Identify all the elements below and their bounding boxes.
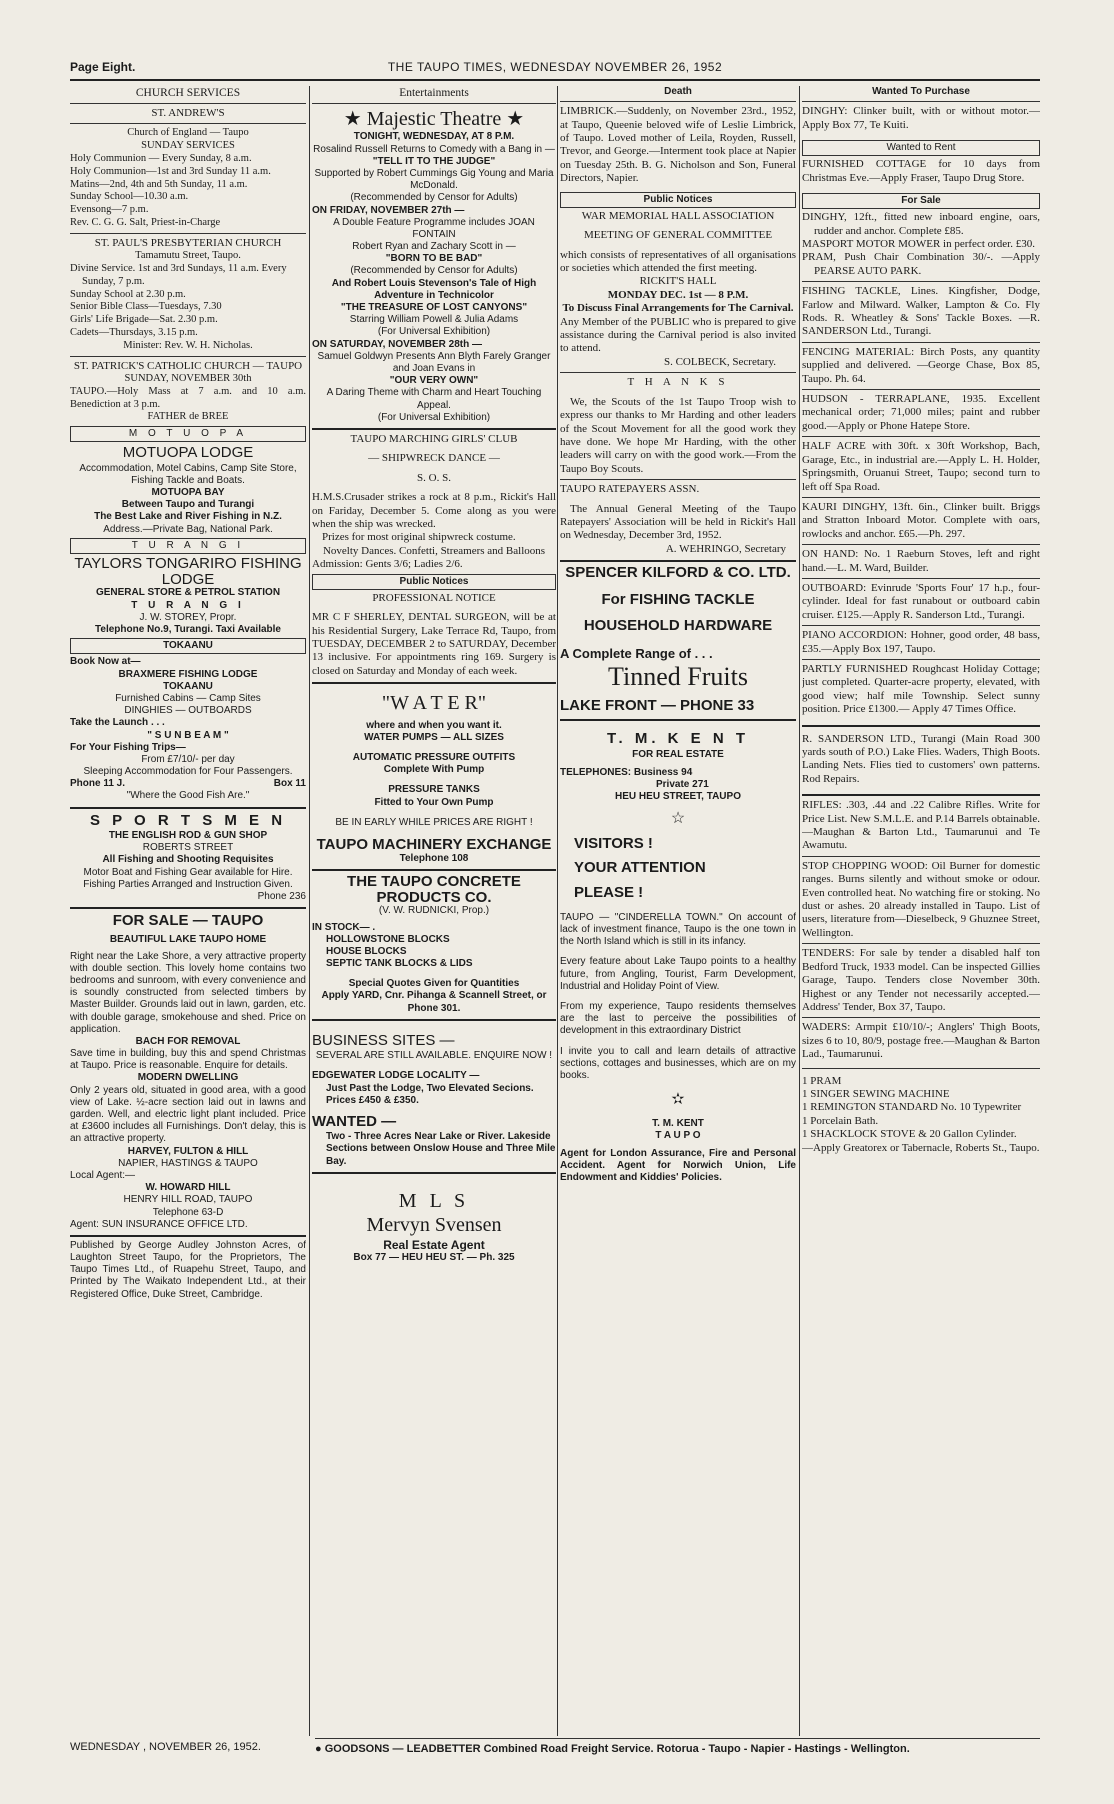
agent-name: W. HOWARD HILL [145, 1182, 231, 1194]
taylors-title: TAYLORS TONGARIRO FISHING LODGE [74, 554, 302, 588]
classified-ad: RIFLES: .303, .44 and .22 Calibre Rifles. Write for Price List. New S.M.L.E. and P.14 Barrels obtainable.—Maughan & Barton Ltd., Taumarunui and Te Awamutu. [802, 794, 1040, 853]
motuopa-head: M O T U O P A [70, 426, 306, 442]
wanted-purchase-head: Wanted To Purchase [872, 86, 970, 97]
kent-town: T A U P O [655, 1129, 701, 1141]
kent-sub: FOR REAL ESTATE [632, 748, 724, 760]
war-memorial-text: which consists of representatives of all organisations or societies which attended the first meeting. [560, 248, 796, 275]
mls-role: Real Estate Agent [383, 1237, 485, 1252]
list-item: 1 SINGER SEWING MACHINE [802, 1087, 950, 1100]
spencer-front: LAKE FRONT — PHONE 33 [560, 697, 755, 715]
saturday: ON SATURDAY, NOVEMBER 28th — [312, 338, 483, 350]
sanderson-ad: R. SANDERSON LTD., Turangi (Main Road 300 yards south of P.O.) Lake Flies. Waders, Thigh Boots. Landing Nets. Flies tied to customers' own patterns. Rod Repairs. [802, 725, 1040, 787]
tokaanu-cabins: Furnished Cabins — Camp Sites [115, 692, 261, 704]
column-4 [802, 86, 1040, 1155]
tokaanu-launch: Take the Launch . . . [70, 717, 165, 729]
turangi-head: T U R A N G I [70, 538, 306, 554]
service-item: Holy Communion—1st and 3rd Sunday 11 a.m. [70, 165, 271, 177]
mls-title: M L S [398, 1189, 470, 1212]
concrete-stock: IN STOCK— . [312, 921, 376, 933]
tokaanu-sunbeam: " S U N B E A M " [147, 729, 229, 741]
film-intro: And Robert Louis Stevenson's Tale of High Adventure in Technicolor [331, 277, 537, 301]
classified-ad: DINGHY, 12ft., fitted new inboard engine, oars, rudder and anchor. Complete £85. [802, 211, 1040, 237]
sportsmen-req: All Fishing and Shooting Requisites [102, 854, 274, 866]
club-prizes: Prizes for most original shipwreck costume. [322, 531, 516, 544]
concrete-quotes: Special Quotes Given for Quantities [348, 978, 520, 990]
service-item: Matins—2nd, 4th and 5th Sunday, 11 a.m. [70, 178, 248, 190]
film-intro: Samuel Goldwyn Presents Ann Blyth Farely Granger and Joan Evans in [317, 350, 551, 374]
classified-ad: KAURI DINGHY, 13ft. 6in., Clinker built. Briggs and Stratton Inboard Motor. Complete with oars, rowlocks and anchor. £65.—Ph. 297. [802, 497, 1040, 541]
braxmere-lodge: BRAXMERE FISHING LODGE [118, 668, 258, 680]
motuopa-block [70, 444, 306, 535]
edgewater-locality: EDGEWATER LODGE LOCALITY — [312, 1070, 480, 1082]
taylors-phone: Telephone No.9, Turangi. Taxi Available [95, 624, 281, 636]
entertainments-head: Entertainments [399, 87, 469, 99]
kent-feature: Every feature about Lake Taupo points to a healthy future, from Angling, Tourist, Farm Development, Industrial and Holiday Point of View. [560, 956, 796, 992]
water-title: "W A T E R" [381, 692, 487, 715]
for-sale-head: For Sale [802, 193, 1040, 209]
modern-head: MODERN DWELLING [137, 1072, 239, 1084]
column-rule [557, 86, 558, 1736]
kent-visitors: VISITORS ! [574, 834, 653, 852]
ratepayers-sign: A. WEHRINGO, Secretary [665, 542, 786, 555]
page-header [70, 60, 1040, 78]
tokaanu-trips: For Your Fishing Trips— [70, 741, 186, 753]
service-item: Sunday School—10.30 a.m. [70, 191, 189, 203]
spencer-tackle: For FISHING TACKLE [601, 590, 755, 608]
club-text: H.M.S.Crusader strikes a rock at 8 p.m., Rickit's Hall on Fariday, December 5. Come along as you were when the ship was wrecked. [312, 491, 556, 530]
mls-box: Box 77 — HEU HEU ST. — Ph. 325 [353, 1252, 515, 1264]
sportsmen-shop: THE ENGLISH ROD & GUN SHOP [108, 829, 268, 841]
club-admission: Admission: Gents 3/6; Ladies 2/6. [312, 558, 463, 571]
spencer-range: A Complete Range of . . . [560, 645, 713, 661]
edgewater-text: Just Past the Lodge, Two Elevated Secions. Prices £450 & £350. [326, 1082, 534, 1106]
club-title: TAUPO MARCHING GIRLS' CLUB [350, 432, 518, 445]
film-rating: (Recommended by Censor for Adults) [350, 192, 518, 204]
kent-name: T. M. KENT [652, 1117, 704, 1129]
tokaanu-price: From £7/10/- per day [141, 753, 235, 765]
item-list [802, 1068, 1040, 1155]
motuopa-address: Address.—Private Bag, National Park. [103, 523, 273, 535]
film-intro: A Double Feature Programme includes JOAN FONTAIN [333, 216, 535, 240]
theatre-title-row [312, 107, 556, 131]
spencer-fruits: Tinned Fruits [608, 662, 748, 692]
motuopa-title: MOTUOPA LODGE [122, 444, 254, 462]
mls-block [312, 1172, 556, 1265]
sportsmen-text: Motor Boat and Fishing Gear available for Hire. Fishing Parties Arranged and Instruction Given. [83, 866, 293, 890]
service-item: Senior Bible Class—Tuesdays, 7.30 [70, 301, 222, 313]
classified-ad: TENDERS: For sale by tender a disabled half ton Bedford Truck, 1933 model. Can be inspected Gillies Garage, Taupo. Tenders close November 30th. Highest or any Tender not necessarily accepted.—Address' Tender, Box 37, Taupo. [802, 943, 1040, 1014]
local-agent-label: Local Agent:— [70, 1169, 136, 1181]
st-andrews-title: ST. ANDREW'S [70, 103, 306, 120]
tokaanu-phone: Phone 11 J. [70, 778, 126, 790]
ratepayers-block [560, 479, 796, 556]
film-title: "TELL IT TO THE JUDGE" [372, 155, 496, 167]
girls-club-block [312, 428, 556, 572]
footer-banner: ● GOODSONS — LEADBETTER Combined Road Freight Service. Rotorua - Taupo - Napier - Hastings - Wellington. [315, 1738, 1040, 1755]
publication-date: WEDNESDAY , NOVEMBER 26, 1952. [70, 1741, 261, 1753]
kent-private: Private 271 [656, 779, 709, 791]
mls-name: Mervyn Svensen [366, 1214, 502, 1237]
taylors-store: GENERAL STORE & PETROL STATION [95, 587, 281, 599]
list-item: 1 PRAM [802, 1074, 842, 1087]
turangi-block [70, 556, 306, 636]
war-memorial-title: WAR MEMORIAL HALL ASSOCIATION [581, 209, 775, 222]
public-notices-head: Public Notices [312, 574, 556, 590]
tokaanu-dinghies: DINGHIES — OUTBOARDS [124, 705, 252, 717]
ratepayers-title: TAUPO RATEPAYERS ASSN. [560, 483, 700, 496]
film-desc: A Daring Theme with Charm and Heart Touching Appeal. [326, 387, 542, 411]
classified-ad: PIANO ACCORDION: Hohner, good order, 48 bass, £35.—Apply Box 197, Taupo. [802, 625, 1040, 656]
concrete-block [312, 869, 556, 1015]
taylors-prop: J. W. STOREY, Propr. [139, 611, 237, 623]
film-cast: Supported by Robert Cummings Gig Young and Maria McDonald. [314, 167, 554, 192]
kent-tel-label: TELEPHONES: [560, 766, 632, 778]
classified-ad: HUDSON - TERRAPLANE, 1935. Excellent mechanical order; 71,000 miles; paint and rubber good.—Apply or Phone Hatepe Store. [802, 389, 1040, 433]
service-item: Divine Service. 1st and 3rd Sundays, 11 a.m. Every Sunday, 7 p.m. [70, 263, 287, 287]
water-sub: where and when you want it. [366, 719, 502, 731]
film-title: "THE TREASURE OF LOST CANYONS" [340, 302, 528, 314]
sportsmen-street: ROBERTS STREET [142, 842, 234, 854]
service-item: Minister: Rev. W. H. Nicholas. [123, 339, 253, 351]
service-item: Rev. C. G. G. Salt, Priest-in-Charge [70, 217, 221, 228]
water-tanks: PRESSURE TANKS [388, 784, 480, 796]
tonight: TONIGHT, WEDNESDAY, AT 8 P.M. [353, 131, 515, 143]
water-tanks-sub: Fitted to Your Own Pump [374, 796, 494, 808]
water-block [312, 682, 556, 865]
spencer-block [560, 560, 796, 715]
agent-address: HENRY HILL ROAD, TAUPO [123, 1194, 253, 1206]
concrete-apply: Apply YARD, Cnr. Pihanga & Scannell Street, or Phone 301. [321, 990, 547, 1014]
church-line: Church of England — Taupo [127, 127, 249, 139]
film-intro: Rosalind Russell Returns to Comedy with a Bang in — [313, 143, 555, 155]
classified-ad: PRAM, Push Chair Combination 30/-. —Apply PEARSE AUTO PARK. [802, 251, 1040, 277]
film-title: "OUR VERY OWN" [389, 375, 479, 387]
column-2 [312, 86, 556, 1264]
tokaanu-sleeping: Sleeping Accommodation for Four Passengers. [83, 766, 293, 778]
wanted-purchase-text: DINGHY: Clinker built, with or without motor.—Apply Box 77, Te Kuiti. [802, 101, 1040, 132]
concrete-prop: (V. W. RUDNICKI, Prop.) [378, 905, 490, 917]
st-pauls-block [70, 250, 306, 352]
imprint: Published by George Audley Johnston Acres, of Laughton Street Taupo, for the Proprietors, The Taupo Times Ltd., of Ruapehu Street, Taupo, and Printed by The Waikato Independent Ltd., at their Registered Office, Duke Street, Cambridge. [70, 1235, 306, 1301]
classified-ad: MASPORT MOTOR MOWER in perfect order. £30. [802, 238, 1035, 250]
tokaanu-block [70, 656, 306, 802]
thanks-text: We, the Scouts of the 1st Taupo Troop wish to express our thanks to Mr Harding and other leaders of the Scout Movement for all the good work they have done. We hope Mr Harding, with the other leaders will carry on with the good work.—From the Taupo Boy Scouts. [560, 395, 796, 475]
film-rating: (Recommended by Censor for Adults) [350, 265, 518, 277]
film-cast: Starring William Powell & Julia Adams [349, 314, 519, 326]
bach-text: Save time in building, buy this and spend Christmas at Taupo. Price is reasonable. Enquire for details. [70, 1048, 306, 1072]
tokaanu-book: Book Now at— [70, 656, 141, 668]
club-novelty: Novelty Dances. Confetti, Streamers and Balloons [322, 544, 546, 557]
church-line: SUNDAY SERVICES [141, 140, 235, 152]
war-memorial-purpose: To Discuss Final Arrangements for The Carnival. [562, 302, 794, 315]
list-item: 1 SHACKLOCK STOVE & 20 Gallon Cylinder. [802, 1128, 1017, 1141]
mass-text: TAUPO.—Holy Mass at 7 a.m. and 10 a.m. Benediction at 3 p.m. [70, 385, 306, 410]
thanks-title: T H A N K S [627, 376, 729, 389]
list-item: 1 Porcelain Bath. [802, 1114, 879, 1127]
st-patricks-block [70, 373, 306, 424]
kent-invite: I invite you to call and learn details of attractive sections, cottages and businesses, which are on my books. [560, 1045, 796, 1081]
column-3 [560, 86, 796, 1185]
header-rule [70, 79, 1040, 81]
concrete-item: SEPTIC TANK BLOCKS & LIDS [326, 958, 473, 970]
bach-head: BACH FOR REMOVAL [135, 1035, 241, 1047]
machinery-exchange: TAUPO MACHINERY EXCHANGE [316, 835, 552, 853]
friday: ON FRIDAY, NOVEMBER 27th — [312, 204, 465, 216]
agent-telephone: Telephone 63-D [152, 1206, 224, 1218]
kent-cinderella: TAUPO — "CINDERELLA TOWN." On account of lack of investment finance, Taupo is the one town in the North Island which is still in its infancy. [560, 911, 796, 948]
public-notices-head: Public Notices [560, 192, 796, 208]
kent-block [560, 719, 796, 1184]
priest-name: FATHER de BREE [147, 411, 229, 423]
kent-phones [560, 767, 796, 779]
ratepayers-text: The Annual General Meeting of the Taupo Ratepayers' Association will be held in Rickit's Hall on Wednesday, December 3rd, 1952. [560, 502, 796, 542]
column-1 [70, 86, 306, 1301]
water-early: BE IN EARLY WHILE PRICES ARE RIGHT ! [335, 816, 533, 828]
theatre-block [312, 103, 556, 424]
war-memorial-date: MONDAY DEC. 1st — 8 P.M. [607, 288, 749, 301]
wanted-title: WANTED — [312, 1112, 397, 1130]
water-auto: AUTOMATIC PRESSURE OUTFITS [352, 751, 516, 763]
tokaanu-phone-row [70, 778, 306, 790]
service-item: Girls' Life Brigade—Sat. 2.30 p.m. [70, 314, 218, 326]
motuopa-best: The Best Lake and River Fishing in N.Z. [94, 511, 282, 523]
death-notice: LIMBRICK.—Suddenly, on November 23rd., 1952, at Taupo, Queenie beloved wife of Leslie Limbrick, of Taupo. Loved mother of Leila, Royden, Russell, Trevor, and George.—Interment took place at Napier on Tuesday 25th. B. G. Nicholson and Son, Funeral Directors, Napier. [560, 101, 796, 185]
spencer-hardware: HOUSEHOLD HARDWARE [583, 617, 773, 635]
service-item: Evensong—7 p.m. [70, 204, 149, 216]
professional-notice [312, 592, 556, 678]
tokaanu-head: TOKAANU [70, 638, 306, 654]
business-text: SEVERAL ARE STILL AVAILABLE. ENQUIRE NOW ! [315, 1050, 553, 1062]
church-address: Tamamutu Street, Taupo. [135, 250, 241, 262]
war-memorial-block [560, 210, 796, 369]
classified-ad: FISHING TACKLE, Lines. Kingfisher, Dodge, Farlow and Milward. Walker, Lampton & Co. Fly Rods. R. Wheatley & Sons' Tackle Boxes. —R. SANDERSON Ltd., Turangi. [802, 281, 1040, 339]
column-rule [799, 86, 800, 1736]
mass-date: SUNDAY, NOVEMBER 30th [124, 372, 252, 384]
service-item: Holy Communion — Every Sunday, 8 a.m. [70, 153, 252, 165]
spencer-title: SPENCER KILFORD & CO. LTD. [565, 564, 791, 582]
kent-title: T. M. K E N T [607, 730, 749, 748]
concrete-item: HOUSE BLOCKS [326, 945, 407, 957]
agent-firm: HARVEY, FULTON & HILL [127, 1145, 249, 1157]
service-item: Cadets—Thursdays, 3.15 p.m. [70, 326, 198, 338]
for-sale-title: FOR SALE — TAUPO [112, 912, 264, 930]
war-memorial-meeting: MEETING OF GENERAL COMMITTEE [583, 229, 773, 242]
wanted-rent-head: Wanted to Rent [802, 140, 1040, 156]
classified-ad: OUTBOARD: Evinrude 'Sports Four' 17 h.p., four-cylinder. Ideal for fast runabout or outboard cabin cruiser. £125.—Apply R. Sanderson Ltd., Turangi. [802, 578, 1040, 622]
st-andrews-block [70, 123, 306, 229]
kent-agent: Agent for London Assurance, Fire and Personal Accident. Agent for Norwich Union, Life Endowment and Kiddies' Policies. [560, 1147, 796, 1184]
modern-text: Only 2 years old, situated in good area, with a good view of Lake. ½-acre section laid out in lawns and garden. Well, and electric light plant included. Price at £3600 includes all Furnishings. Don't delay, this is an attractive property. [70, 1084, 306, 1145]
business-block [312, 1019, 556, 1168]
motuopa-bay: MOTUOPA BAY [151, 487, 225, 499]
church-services-head: CHURCH SERVICES [135, 87, 241, 99]
thanks-block [560, 372, 796, 476]
kent-please: PLEASE ! [574, 883, 644, 901]
club-dance: — SHIPWRECK DANCE — [368, 452, 500, 465]
notice-title: PROFESSIONAL NOTICE [372, 591, 496, 604]
home-text: Right near the Lake Shore, a very attractive property with double section. This lovely home contains two bedrooms and sunroom, with every convenience and is soundly constructed from selected timbers by Master Builder. Grounds laid out in lawn, garden, etc. with double garage, smokehouse and shed. Price on application. [70, 950, 306, 1035]
for-sale-block [70, 907, 306, 1231]
business-title: BUSINESS SITES — [312, 1031, 455, 1049]
star-icon: ★ [506, 108, 525, 131]
home-head: BEAUTIFUL LAKE TAUPO HOME [109, 934, 267, 946]
club-sos: S. O. S. [417, 471, 451, 484]
tokaanu-slogan: "Where the Good Fish Are." [126, 790, 250, 802]
classified-ad: FENCING MATERIAL: Birch Posts, any quantity supplied and delivered. —George Chase, Box 85, Taupo. Ph. 64. [802, 342, 1040, 386]
film-rating: (For Universal Exhibition) [377, 411, 491, 423]
classified-ad: WADERS: Armpit £10/10/-; Anglers' Thigh Boots, sizes 6 to 10, 80/9, postage free.—Maughan & Barton Lad., Taumarunui. [802, 1017, 1040, 1061]
war-memorial-public: Any Member of the PUBLIC who is prepared to give assistance during the Carnival period is also invited to attend. [560, 315, 796, 355]
star-icon: ✫ [671, 1091, 685, 1109]
sportsmen-title: S P O R T S M E N [89, 811, 287, 829]
for-sale-list [802, 211, 1040, 716]
page-label: Page Eight. [70, 60, 136, 74]
theatre-title: Majestic Theatre [366, 108, 502, 131]
motuopa-text: Accommodation, Motel Cabins, Camp Site Store, Fishing Tackle and Boats. [79, 462, 297, 486]
war-memorial-hall: RICKIT'S HALL [639, 275, 717, 288]
agent-places: NAPIER, HASTINGS & TAUPO [118, 1157, 258, 1169]
film-rating: (For Universal Exhibition) [377, 326, 491, 338]
kent-attention: YOUR ATTENTION [574, 859, 706, 877]
sportsmen-block [70, 807, 306, 903]
for-sale-list-2 [802, 794, 1040, 1061]
insurance-agent: Agent: SUN INSURANCE OFFICE LTD. [70, 1218, 248, 1230]
machinery-tel: Telephone 108 [399, 852, 469, 864]
star-icon: ★ [343, 108, 362, 131]
concrete-title: THE TAUPO CONCRETE PRODUCTS CO. [347, 872, 521, 906]
water-pumps: WATER PUMPS — ALL SIZES [364, 731, 504, 743]
kent-street: HEU HEU STREET, TAUPO [615, 791, 741, 803]
taylors-place: T U R A N G I [131, 599, 245, 611]
film-cast: Robert Ryan and Zachary Scott in — [352, 241, 516, 253]
classified-ad: STOP CHOPPING WOOD: Oil Burner for domestic ranges. Burns silently and without smoke or odour. Even controlled heat. No watching fire or stoking. No dust or ashes. 20 already installed in Taupo. List of users, literature from—Dieselbeck, 9 Ghuznee Street, Wellington. [802, 856, 1040, 940]
list-apply: —Apply Greatorex or Tabernacle, Roberts St., Taupo. [802, 1141, 1040, 1154]
kent-experience: From my experience, Taupo residents themselves are the last to perceive the possibilities of development in this extraordinary District [560, 1000, 796, 1037]
st-pauls-title: ST. PAUL'S PRESBYTERIAN CHURCH [70, 233, 306, 250]
tokaanu-box: Box 11 [273, 778, 306, 790]
wanted-text: Two - Three Acres Near Lake or River. Lakeside Sections between Onslow House and Three Mile Bay. [326, 1131, 556, 1167]
sportsmen-phone: Phone 236 [257, 890, 306, 902]
film-title: "BORN TO BE BAD" [385, 253, 483, 265]
kent-business: Business 94 [633, 766, 693, 778]
war-memorial-sign: S. COLBECK, Secretary. [663, 355, 776, 368]
classified-ad: ON HAND: No. 1 Raeburn Stoves, left and right hand.—L. M. Ward, Builder. [802, 544, 1040, 575]
classified-ad: HALF ACRE with 30ft. x 30ft Workshop, Bach, Garage, Etc., in industrial are.—Apply L. H. Holder, Springsmith, Oruanui Street, Taupo; second turn to left off Spa Road. [802, 436, 1040, 494]
concrete-item: HOLLOWSTONE BLOCKS [326, 933, 450, 945]
service-item: Sunday School at 2.30 p.m. [70, 288, 186, 300]
tokaanu-place: TOKAANU [163, 680, 213, 692]
motuopa-between: Between Taupo and Turangi [121, 499, 255, 511]
star-icon: ☆ [670, 810, 686, 828]
notice-text: MR C F SHERLEY, DENTAL SURGEON, will be at his Residential Surgery, Lake Terrace Rd, Taupo, from TUESDAY, DECEMBER 2 to SATURDAY, December 13 inclusive. For appointments ring 169. Surgery is closed on Saturday and Monday of each week. [312, 611, 556, 677]
column-rule [309, 86, 310, 1736]
death-head: Death [664, 86, 692, 97]
wanted-rent-text: FURNISHED COTTAGE for 10 days from Christmas Eve.—Apply Fraser, Taupo Drug Store. [802, 158, 1040, 184]
st-patricks-title: ST. PATRICK'S CATHOLIC CHURCH — TAUPO [70, 356, 306, 373]
water-auto-sub: Complete With Pump [383, 764, 485, 776]
classified-ad: PARTLY FURNISHED Roughcast Holiday Cottage; just completed. Quarter-acre property, elevated, with good view; half mile Township. Select sunny position. Price £1300.— Apply 47 Times Office. [802, 659, 1040, 717]
masthead: THE TAUPO TIMES, WEDNESDAY NOVEMBER 26, 1952 [387, 60, 723, 74]
list-item: 1 REMINGTON STANDARD No. 10 Typewriter [802, 1101, 1022, 1114]
